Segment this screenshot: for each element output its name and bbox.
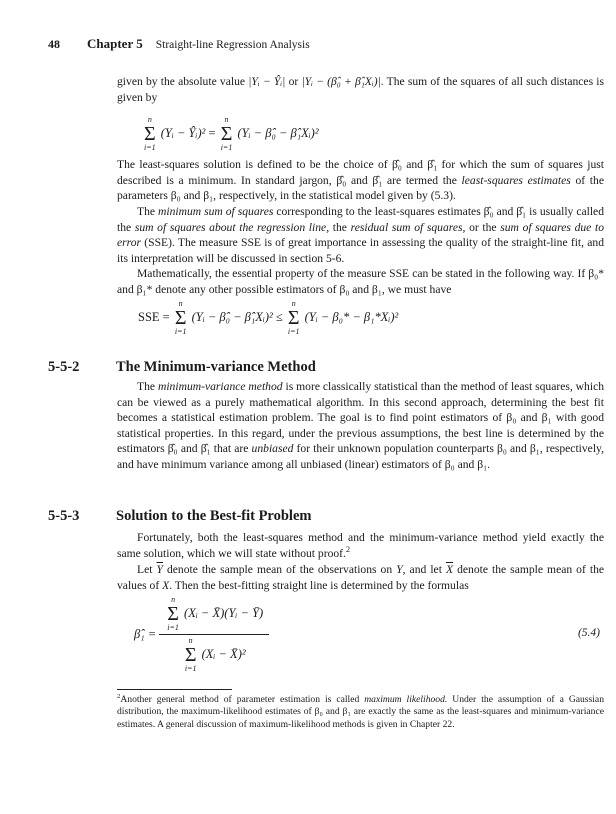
sum-lower: i=1 — [167, 623, 179, 632]
leq-sign: ≤ — [275, 309, 283, 324]
x-bar: $\overline{X}$ — [445, 563, 454, 576]
text: given by the absolute value — [117, 75, 246, 88]
sigma-icon: Σ — [144, 123, 156, 145]
term: sum of squares due to error — [117, 220, 604, 250]
sum-lower: i=1 — [174, 327, 187, 336]
sigma-icon: Σ — [184, 644, 197, 666]
eq-rhs: (Yᵢ − β̂₀ − β̂₁Xᵢ)² — [237, 125, 319, 140]
text: the — [332, 220, 347, 234]
sigma-icon: Σ — [167, 603, 179, 625]
page-number: 48 — [48, 37, 60, 51]
footnote-rule — [117, 689, 232, 690]
eq-lhs: (Yᵢ − β̂₀ − β̂₁Xᵢ)² — [191, 309, 273, 324]
equation-sum-of-squares — [142, 116, 319, 152]
numerator — [159, 596, 269, 635]
denominator-expr: (Xᵢ − X̄)² — [201, 646, 246, 661]
text: Fortunately, both the least-squares method and the minimum-variance method yield exactly the same solution, which we will state without proof. — [117, 531, 604, 560]
chapter-label: Chapter 5 — [87, 36, 143, 51]
sum-upper: n — [224, 115, 229, 124]
equation-5-4 — [134, 596, 269, 673]
text: Let — [137, 563, 153, 576]
term: least-squares estimates — [461, 173, 571, 187]
sum-upper: n — [147, 115, 152, 124]
eq-rhs: (Yᵢ − β₀* − β₁*Xᵢ)² — [304, 309, 399, 324]
eq-lhs: (Yᵢ − Ŷᵢ)² — [160, 125, 206, 140]
term: residual sum of squares, — [350, 220, 466, 234]
summation — [185, 637, 197, 673]
sum-lower: i=1 — [287, 327, 300, 336]
sum-upper: n — [171, 595, 176, 604]
summation — [167, 596, 179, 632]
text: (SSE). The measure SSE is of great importance in assessing the quality of the straight-line fit, and its interpretation will be discussed in section 5-6. — [117, 236, 604, 265]
fraction — [159, 596, 269, 673]
footnote-ref[interactable]: 2 — [345, 544, 351, 554]
text: corresponding to the least-squares estimates β̂₀ and β̂₁ is usually called the — [117, 205, 604, 234]
chapter-title: Straight-line Regression Analysis — [155, 39, 310, 51]
intro-paragraph-3 — [117, 204, 604, 266]
text: Another general method of parameter estimation is called — [120, 694, 360, 705]
text: or the — [469, 220, 497, 234]
section-553-paragraph-1 — [117, 530, 604, 561]
footnote — [117, 694, 604, 731]
text: . The sum of the squares of all such distances is given by — [117, 75, 605, 104]
text: . Then the best-fitting straight line is determined by the formulas — [169, 578, 469, 592]
text: is more classically statistical than the method of least squares, which can be viewed as a purely mathematical algorithm. In this second approach, determining the best fit becomes a statistical estimation problem. The goal is to find point estimators of β₀ and β₁ with good statistical properties. In this regard, under the previous assumptions, the best line is determined by the estimators β̂₀ and β̂₁ that are — [117, 380, 605, 456]
term: unbiased — [251, 442, 294, 456]
section-number: 5-5-2 — [48, 359, 80, 375]
sigma-icon: Σ — [220, 123, 233, 145]
term: maximum likelihood. — [364, 694, 448, 705]
sum-lower: i=1 — [144, 143, 156, 152]
y-bar: $\overline{Y}$ — [156, 563, 163, 576]
term: sum of squares about the regression line, — [134, 220, 330, 234]
x-var: X — [162, 578, 170, 592]
text: or — [288, 75, 299, 88]
summation — [221, 116, 233, 152]
text: denote the sample mean of the values of — [117, 563, 605, 592]
eq-lhs: β̂₁ = — [134, 627, 157, 641]
text: The — [137, 380, 156, 393]
intro-paragraph-4 — [117, 266, 604, 297]
term: minimum sum of squares — [158, 205, 274, 218]
abs-expression-2: |Yᵢ − (β̂₀ + β̂₁Xᵢ)| — [301, 75, 381, 88]
text: Under the assumption of a Gaussian distribution, the maximum-likelihood estimates of β₀ and β₁ are exactly the same as the least-squares and minimum-variance estimates. A general discussion of maximum-likelihood methods is given in Chapter 22. — [117, 694, 604, 730]
text: of the parameters β₀ and β₁, respectively, in the statistical model given by (5.3). — [117, 173, 604, 203]
section-heading-5-5-3 — [48, 508, 311, 525]
text: denote the sample mean of the observations on — [166, 563, 393, 576]
summation — [175, 300, 187, 336]
equation-number: (5.4) — [577, 627, 600, 639]
sum-upper: n — [178, 299, 183, 308]
section-heading-5-5-2 — [48, 359, 316, 376]
denominator — [159, 635, 269, 673]
text: , and let — [402, 563, 442, 576]
section-552-paragraph — [117, 379, 604, 473]
sigma-icon: Σ — [287, 307, 300, 329]
eq-label: SSE = — [138, 309, 170, 324]
equation-sse — [138, 300, 398, 336]
summation — [144, 116, 156, 152]
sum-upper: n — [291, 299, 296, 308]
summation — [288, 300, 300, 336]
term: minimum-variance method — [157, 380, 283, 393]
section-553-paragraph-2 — [117, 562, 604, 593]
section-title: The Minimum-variance Method — [116, 359, 316, 375]
footnote-mark: 2 — [117, 692, 121, 700]
running-head — [48, 36, 310, 52]
text: The least-squares solution is defined to be the choice of β̂₀ and β̂₁ for which the sum of squares just described is a minimum. In standard jargon, β̂₀ and β̂₁ are termed the — [117, 158, 604, 187]
section-number: 5-5-3 — [48, 508, 80, 524]
section-title: Solution to the Best-fit Problem — [116, 508, 312, 524]
text: The — [137, 205, 156, 218]
sigma-icon: Σ — [174, 307, 187, 329]
eq-sign: = — [208, 125, 216, 140]
abs-expression-1: |Yᵢ − Ŷᵢ| — [248, 75, 286, 88]
sum-upper: n — [188, 636, 193, 645]
intro-paragraph-2 — [117, 157, 604, 204]
intro-paragraph-1 — [117, 74, 604, 105]
text: for their unknown population counterparts β₀ and β₁, respectively, and have minimum variance among all unbiased (linear) estimators of β₀ and β₁. — [117, 442, 604, 471]
sum-lower: i=1 — [220, 143, 233, 152]
sum-lower: i=1 — [184, 664, 197, 673]
numerator-expr: (Xᵢ − X̄)(Yᵢ − Ȳ) — [184, 605, 264, 620]
y-var: Y — [396, 563, 403, 576]
text: Mathematically, the essential property of the measure SSE can be stated in the following way. If β₀* and β₁* denote any other possible estimators of β₀ and β₁, we must have — [117, 267, 604, 296]
